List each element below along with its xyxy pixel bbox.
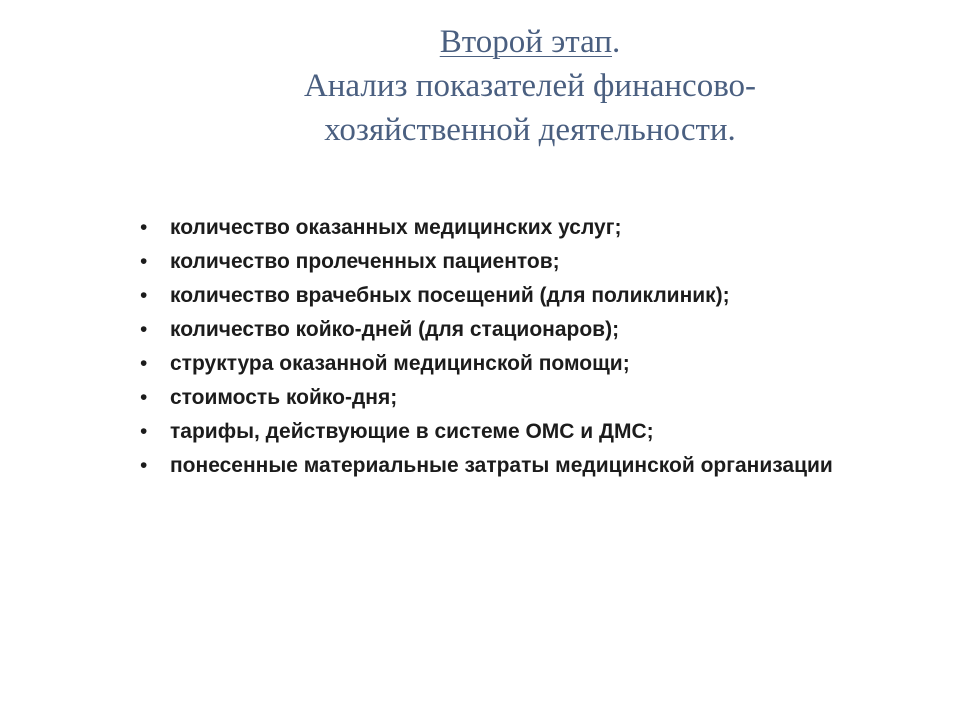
list-item-text: стоимость койко-дня;	[170, 386, 398, 409]
slide-title	[200, 20, 860, 152]
title-line-3: хозяйственной деятельности.	[324, 112, 736, 148]
list-item-text: тарифы, действующие в системе ОМС и ДМС;	[170, 420, 654, 443]
bullet-icon: •	[140, 454, 148, 477]
list-item	[140, 452, 840, 480]
list-item	[140, 418, 840, 446]
bullet-list	[140, 214, 840, 486]
title-line-2: Анализ показателей финансово-	[303, 68, 757, 104]
bullet-icon: •	[140, 284, 148, 307]
bullet-icon: •	[140, 420, 148, 443]
bullet-icon: •	[140, 386, 148, 409]
bullet-icon: •	[140, 318, 148, 341]
list-item	[140, 384, 840, 412]
list-item-text: количество врачебных посещений (для поликлиник);	[170, 284, 730, 307]
bullet-icon: •	[140, 250, 148, 273]
list-item-text: количество оказанных медицинских услуг;	[170, 216, 622, 239]
list-item-text: понесенные материальные затраты медицинской организации	[170, 454, 833, 477]
list-item	[140, 350, 840, 378]
bullet-icon: •	[140, 216, 148, 239]
list-item-text: структура оказанной медицинской помощи;	[170, 352, 630, 375]
list-item	[140, 316, 840, 344]
list-item	[140, 248, 840, 276]
stage-link[interactable]: Второй этап	[439, 24, 613, 60]
title-line-1	[200, 20, 860, 64]
bullet-icon: •	[140, 352, 148, 375]
list-item	[140, 214, 840, 242]
stage-suffix: .	[612, 24, 621, 60]
list-item	[140, 282, 840, 310]
list-item-text: количество пролеченных пациентов;	[170, 250, 560, 273]
list-item-text: количество койко-дней (для стационаров);	[170, 318, 620, 341]
